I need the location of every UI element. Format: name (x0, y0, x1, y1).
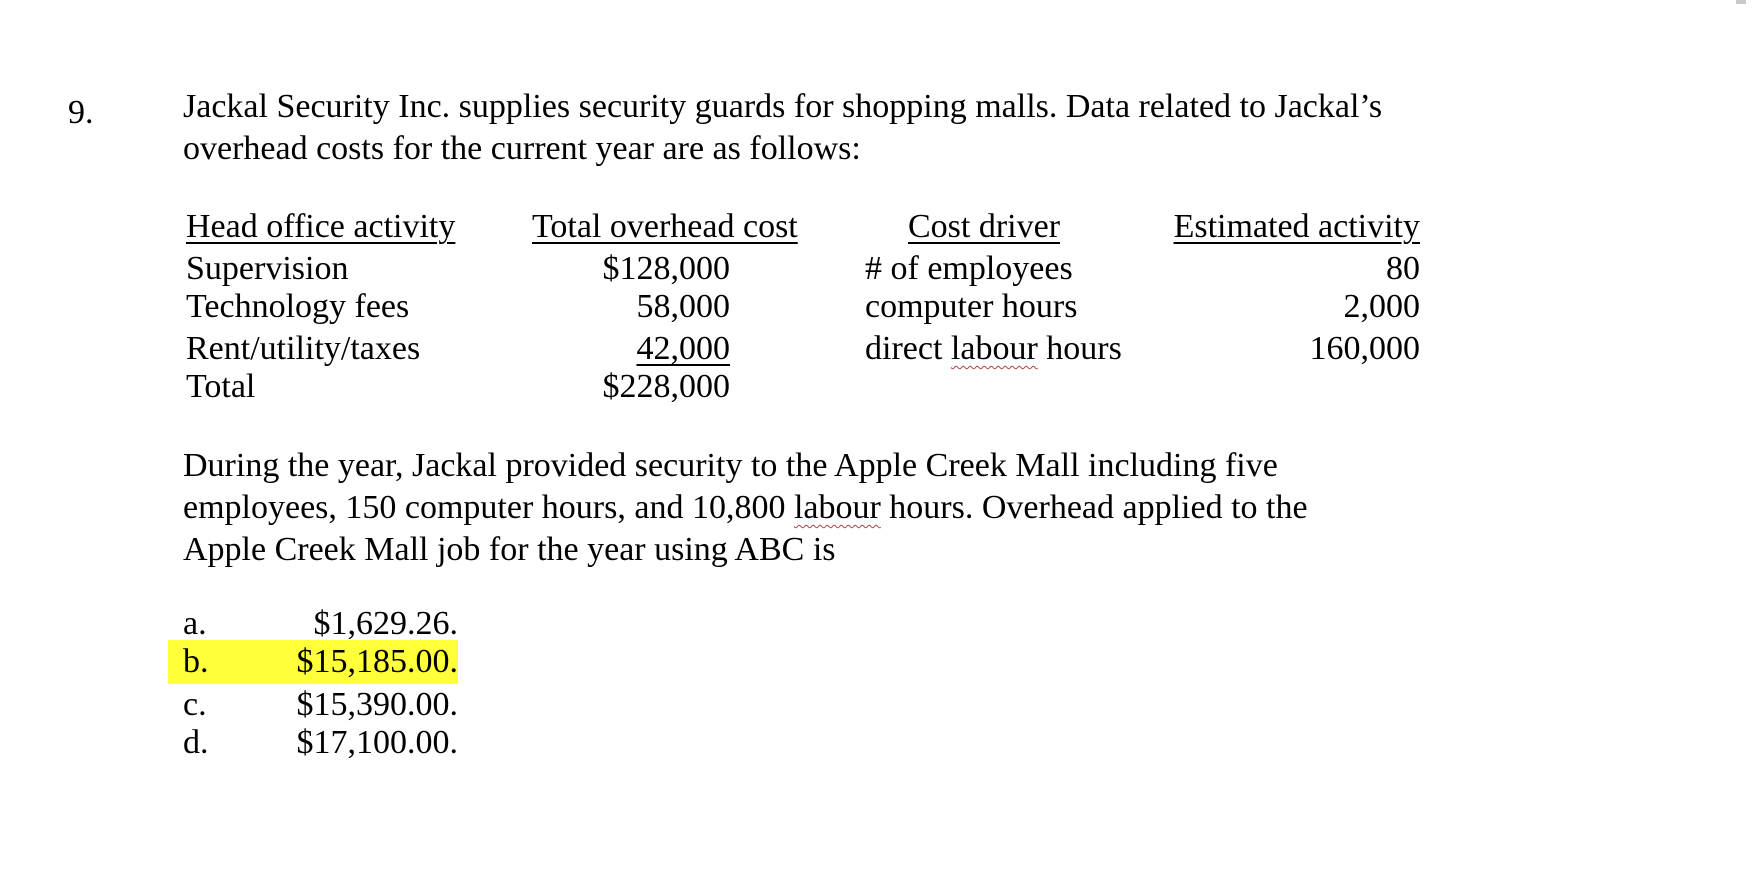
row-cost: $128,000 (602, 250, 730, 287)
question-stem-line: Jackal Security Inc. supplies security guards for shopping malls. Data related to Jackal’s (183, 88, 1383, 125)
option-letter: c. (183, 686, 207, 723)
row-estimate: 160,000 (1309, 330, 1420, 367)
option-letter: d. (183, 724, 209, 761)
row-driver: # of employees (865, 250, 1073, 287)
option-value: $17,100.00. (296, 724, 458, 761)
page-corner-mark (1736, 0, 1746, 4)
option-value: $15,185.00. (296, 643, 458, 680)
row-driver-text: hours (1037, 330, 1122, 367)
row-driver-text: direct (865, 330, 951, 367)
question-stem (183, 86, 1382, 170)
row-activity: Technology fees (186, 288, 410, 325)
paragraph-line: Apple Creek Mall job for the year using ABC is (183, 531, 836, 568)
row-driver: computer hours (865, 288, 1078, 325)
row-driver (865, 329, 1122, 369)
header-activity: Head office activity (186, 208, 456, 245)
question-paragraph (183, 445, 1308, 571)
paragraph-text: hours. Overhead applied to the (880, 489, 1308, 526)
total-cost: $228,000 (602, 368, 730, 405)
header-cost: Total overhead cost (532, 208, 798, 245)
option-letter: a. (183, 605, 207, 642)
option-letter: b. (183, 643, 209, 680)
question-number: 9. (68, 94, 94, 131)
spelling-marked-word: labour (793, 489, 881, 526)
row-activity: Rent/utility/taxes (186, 330, 421, 367)
row-estimate: 80 (1386, 250, 1420, 287)
row-estimate: 2,000 (1343, 288, 1420, 325)
paragraph-line: During the year, Jackal provided security to the Apple Creek Mall including five (183, 447, 1278, 484)
header-driver: Cost driver (908, 208, 1061, 245)
paragraph-line (183, 487, 1308, 529)
header-estimate: Estimated activity (1173, 208, 1420, 245)
option-value: $1,629.26. (313, 605, 458, 642)
paragraph-text: employees, 150 computer hours, and 10,800 (183, 489, 794, 526)
total-label: Total (186, 368, 256, 405)
question-stem-line: overhead costs for the current year are as follows: (183, 130, 861, 167)
row-cost: 58,000 (636, 288, 730, 325)
row-cost: 42,000 (636, 330, 730, 367)
spelling-marked-word: labour (950, 330, 1038, 367)
option-value: $15,390.00. (296, 686, 458, 723)
row-activity: Supervision (186, 250, 349, 287)
